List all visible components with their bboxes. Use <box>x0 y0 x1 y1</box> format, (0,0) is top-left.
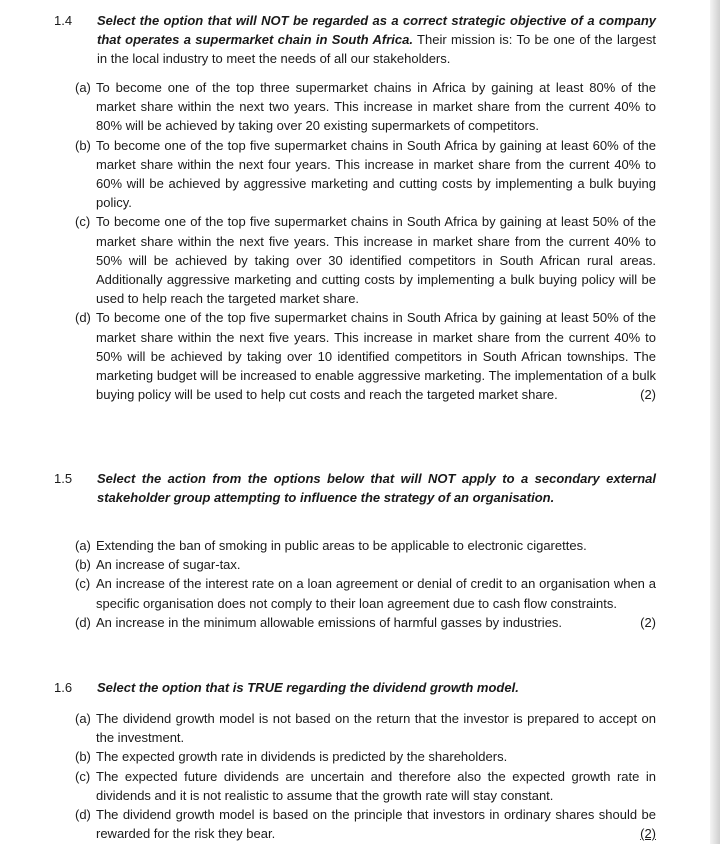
option-label: (b) <box>75 557 91 573</box>
option-label: (c) <box>75 214 91 230</box>
option-a <box>75 78 656 136</box>
option-label: (c) <box>75 576 91 592</box>
option-a <box>75 536 656 555</box>
option-text: An increase of the interest rate on a loan agreement or denial of credit to an organisation when a specific organisation does not comply to their loan agreement due to cash flow constraints. <box>96 576 656 611</box>
question-stem-bold: Select the option that is TRUE regarding the dividend growth model. <box>97 680 519 695</box>
option-label: (d) <box>75 807 91 823</box>
option-text: The expected future dividends are uncertain and therefore also the expected growth rate in dividends and it is not realistic to assume that the growth rate will stay constant. <box>96 768 656 803</box>
options-list <box>75 536 656 632</box>
option-c <box>75 212 656 308</box>
option-d <box>75 805 656 843</box>
option-text: The dividend growth model is based on the principle that investors in ordinary shares should be rewarded for the risk they bear. <box>96 807 656 842</box>
option-text: To become one of the top five supermarket chains in South Africa by gaining at least 50% of the market share within the next five years. This increase in market share from the current 40% to 50% will be achieved by taking over 30 identified competitors in South African rural areas. Additionally aggressive marketing and cutting costs by implementing a bulk buying policy will be used to help reach the targeted market share. <box>96 214 656 307</box>
options-list <box>75 78 656 404</box>
question-number: 1.4 <box>54 13 73 28</box>
option-label: (b) <box>75 137 91 153</box>
option-text: The dividend growth model is not based on the return that the investor is prepared to accept on the investment. <box>96 711 656 746</box>
option-d <box>75 613 656 632</box>
option-text: An increase of sugar-tax. <box>96 557 241 573</box>
option-text: An increase in the minimum allowable emissions of harmful gasses by industries. <box>96 614 563 630</box>
option-label: (a) <box>75 711 91 726</box>
options-list <box>75 709 656 843</box>
question-number: 1.6 <box>54 680 73 695</box>
marks-allocation: (2) <box>640 614 656 630</box>
option-a <box>75 709 656 747</box>
question-number: 1.5 <box>54 471 73 486</box>
option-text: To become one of the top five supermarket chains in South Africa by gaining at least 50% of the market share within the next five years. This increase in market share from the current 40% to 50% will be achieved by taking over 10 identified competitors in South African townships. The marketing budget will be increased to enable aggressive marketing. The implementation of a bulk buying policy will be used to help cut costs and reach the targeted market share. <box>96 310 656 403</box>
option-c <box>75 574 656 612</box>
question-stem-bold: Select the option that will NOT be regarded as a correct strategic objective of a company that operates a supermarket chain in South Africa. <box>97 13 656 48</box>
option-b <box>75 555 656 574</box>
option-text: The expected growth rate in dividends is predicted by the shareholders. <box>96 749 508 765</box>
option-b <box>75 747 656 766</box>
question-stem-bold: Select the action from the options below that will NOT apply to a secondary external stakeholder group attempting to influence the strategy of an organisation. <box>97 471 656 506</box>
option-label: (a) <box>75 538 91 553</box>
option-label: (c) <box>75 768 91 784</box>
question-stem-plain: Their mission is: To be one of the largest in the local industry to meet the needs of all our stakeholders. <box>97 32 656 67</box>
option-text: To become one of the top three supermarket chains in Africa by gaining at least 80% of the market share within the next two years. This increase in market share from the current 40% to 80% will be achieved by taking over 20 existing supermarkets of competitors. <box>96 80 656 134</box>
option-label: (d) <box>75 614 91 630</box>
option-text: Extending the ban of smoking in public areas to be applicable to electronic cigarettes. <box>96 538 587 553</box>
option-label: (b) <box>75 749 91 765</box>
option-label: (a) <box>75 80 91 95</box>
marks-allocation: (2) <box>640 826 656 842</box>
marks-allocation: (2) <box>640 387 656 403</box>
option-d <box>75 308 656 404</box>
option-label: (d) <box>75 310 91 326</box>
option-b <box>75 136 656 213</box>
page-edge-shadow <box>710 0 720 844</box>
question-stem <box>97 11 656 69</box>
question-stem <box>97 469 656 507</box>
option-c <box>75 767 656 805</box>
option-text: To become one of the top five supermarket chains in South Africa by gaining at least 60% of the market share within the next four years. This increase in market share from the current 40% to 60% will be achieved by aggressive marketing and cutting costs by implementing a bulk buying policy. <box>96 137 656 211</box>
question-stem <box>97 678 656 697</box>
